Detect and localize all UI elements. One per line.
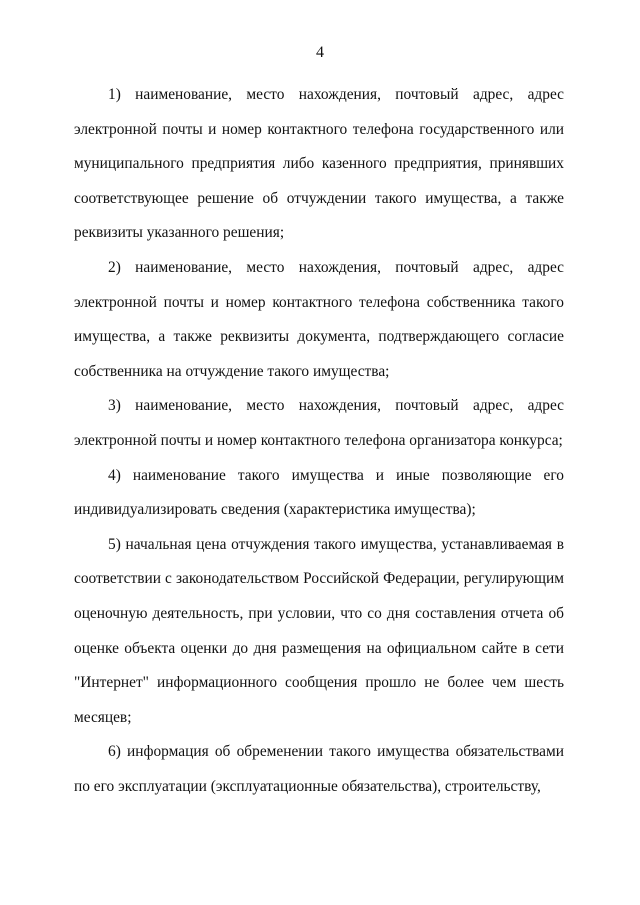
document-body <box>74 78 564 804</box>
list-item-5: 5) начальная цена отчуждения такого имущества, устанавливаемая в соответствии с законодательством Российской Федерации, регулирующим оценочную деятельность, при условии, что со дня составления отчета об оценке объекта оценки до дня размещения на официальном сайте в сети "Интернет" информационного сообщения прошло не более чем шесть месяцев; <box>74 535 564 726</box>
list-item-2: 2) наименование, место нахождения, почтовый адрес, адрес электронной почты и номер контактного телефона собственника такого имущества, а также реквизиты документа, подтверждающего согласие собственника на отчуждение такого имущества; <box>74 258 564 380</box>
list-item-1: 1) наименование, место нахождения, почтовый адрес, адрес электронной почты и номер контактного телефона государственного или муниципального предприятия либо казенного предприятия, принявших соответствующее решение об отчуждении такого имущества, а также реквизиты указанного решения; <box>74 86 564 242</box>
list-item-6: 6) информация об обременении такого имущества обязательствами по его эксплуатации (эксплуатационные обязательства), строительству, <box>74 743 564 795</box>
list-item-4: 4) наименование такого имущества и иные позволяющие его индивидуализировать сведения (характеристика имущества); <box>74 466 564 519</box>
page-number: 4 <box>316 44 324 61</box>
list-item-3: 3) наименование, место нахождения, почтовый адрес, адрес электронной почты и номер контактного телефона организатора конкурса; <box>74 397 564 449</box>
